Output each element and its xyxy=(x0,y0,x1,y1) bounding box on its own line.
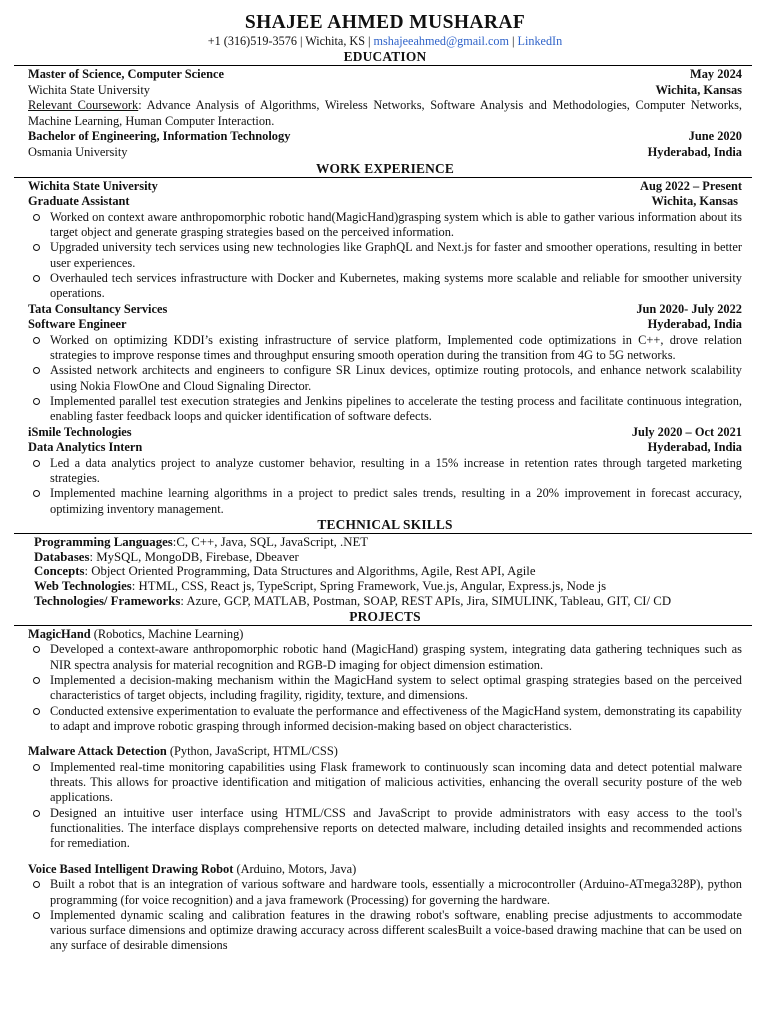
project-title-row xyxy=(28,627,742,643)
project-name: MagicHand xyxy=(28,626,91,641)
phone-location: +1 (316)519-3576 | Wichita, KS | xyxy=(207,34,374,48)
bullet-item: Designed an intuitive user interface using HTML/CSS and JavaScript to provide administrators with easy access to the tool's functionalities. The interface displays comprehensive reports on detected malware, including detailed insights and recommended actions for remediation. xyxy=(50,805,742,851)
school-row xyxy=(28,83,742,99)
project-spacer xyxy=(28,734,742,744)
skill-label: Technologies/ Frameworks xyxy=(34,594,181,609)
job-dates: Aug 2022 – Present xyxy=(640,178,742,193)
project-spacer xyxy=(28,852,742,862)
bullet-item: Implemented parallel test execution strategies and Jenkins pipelines to accelerate the testing process and facilitate continuous integration, enabling faster feedback loops and quicker identification of software defects. xyxy=(50,393,742,424)
linkedin-link[interactable]: LinkedIn xyxy=(517,34,563,48)
section-divider xyxy=(14,533,752,534)
job-location: Wichita, Kansas xyxy=(651,194,738,209)
section-divider xyxy=(14,65,752,66)
job-bullets xyxy=(28,210,742,302)
bullet-item: Built a robot that is an integration of various software and hardware tools, essentially a microcontroller (Arduino-ATmega328P), python programming (for voice recognition) and a java framework (Processing) for governing the hardware. xyxy=(50,877,742,907)
job-location: Hyderabad, India xyxy=(647,440,742,455)
skills-list xyxy=(28,535,742,609)
skill-value: :C, C++, Java, SQL, JavaScript, .NET xyxy=(172,534,369,549)
project-tech: (Arduino, Motors, Java) xyxy=(233,861,357,876)
bullet-item: Assisted network architects and engineers to configure SR Linux devices, optimize routing protocols, and enhance network scalability using Nokia FlowOne and Cloud Signaling Director. xyxy=(50,363,742,393)
skill-value: : HTML, CSS, React js, TypeScript, Spring Framework, Vue.js, Angular, Express.js, Node js xyxy=(131,579,607,594)
degree-row xyxy=(28,67,742,83)
project-bullets xyxy=(28,642,742,734)
job-company: Tata Consultancy Services xyxy=(28,301,168,316)
email-link[interactable]: mshajeeahmed@gmail.com xyxy=(373,34,509,48)
skill-value: : Object Oriented Programming, Data Structures and Algorithms, Agile, Rest API, Agile xyxy=(84,564,536,579)
projects-heading: PROJECTS xyxy=(349,608,421,624)
section-divider xyxy=(14,625,752,626)
bullet-item: Implemented a decision-making mechanism within the MagicHand system to select optimal grasping strategies based on the perceived characteristics of target objects, including fragility, rigidity, texture, and dimensions. xyxy=(50,673,742,703)
skill-row xyxy=(34,579,742,594)
job-role: Graduate Assistant xyxy=(28,194,130,209)
degree-row xyxy=(28,129,742,145)
contact-line xyxy=(28,34,742,49)
bullet-item: Upgraded university tech services using new technologies like GraphQL and Next.js for faster and smoother operations, resulting in better user experiences. xyxy=(50,240,742,270)
degree-date: May 2024 xyxy=(690,67,742,81)
bullet-item: Conducted extensive experimentation to evaluate the performance and effectiveness of the MagicHand system, demonstrating its capability to adapt and improve robotic grasping through informed decision-making based on object characteristics. xyxy=(50,703,742,733)
project-tech: (Robotics, Machine Learning) xyxy=(90,626,244,641)
coursework-list: : Advance Analysis of Algorithms, Wireless Networks, Software Analysis and Methodologies, Computer Networks, Machine Learning, Human Computer Interaction. xyxy=(28,98,742,128)
project-name: Malware Attack Detection xyxy=(28,744,167,759)
degree-title: Master of Science, Computer Science xyxy=(28,67,225,81)
bullet-item: Worked on optimizing KDDI’s existing infrastructure of service platform, Implemented code optimizations in C++, drove relation strategies to improve response times and throughput ensuring smooth operation during the transition from 4G to 5G networks. xyxy=(50,332,742,363)
contact-separator: | xyxy=(508,34,518,48)
school-name: Wichita State University xyxy=(28,82,151,97)
bullet-item: Implemented dynamic scaling and calibration features in the drawing robot's software, enabling precise adjustments to accommodate various surface dimensions and optimize drawing accuracy across different scalesBuilt a voice-based drawing machine that can be used on any surface of desirable dimensions xyxy=(50,907,742,953)
job-company: iSmile Technologies xyxy=(28,424,132,439)
candidate-name: SHAJEE AHMED MUSHARAF xyxy=(244,12,526,33)
job-location: Hyderabad, India xyxy=(647,317,742,332)
project-bullets xyxy=(28,877,742,953)
bullet-item: Led a data analytics project to analyze customer behavior, resulting in a 15% increase in retention rates through targeted marketing strategies. xyxy=(50,455,742,485)
coursework-label: Relevant Coursework xyxy=(28,98,139,113)
job-role-row xyxy=(28,194,742,210)
skill-row xyxy=(34,564,742,579)
education-heading: EDUCATION xyxy=(343,49,427,64)
job-bullets xyxy=(28,456,742,517)
skill-label: Databases xyxy=(34,549,90,564)
project-tech: (Python, JavaScript, HTML/CSS) xyxy=(166,744,338,759)
job-role: Data Analytics Intern xyxy=(28,440,143,455)
school-location: Wichita, Kansas xyxy=(655,82,742,97)
school-name: Osmania University xyxy=(28,144,128,159)
job-company-row xyxy=(28,179,742,195)
degree-title: Bachelor of Engineering, Information Technology xyxy=(28,129,291,144)
bullet-item: Developed a context-aware anthropomorphic robotic hand (MagicHand) grasping system, integrating data gathering techniques such as NIR spectra analysis for material recognition and RGB-D imaging for object dimension estimation. xyxy=(50,642,742,672)
skills-heading: TECHNICAL SKILLS xyxy=(317,516,453,532)
project-name: Voice Based Intelligent Drawing Robot xyxy=(28,861,234,876)
skill-label: Web Technologies xyxy=(34,579,132,594)
job-dates: Jun 2020- July 2022 xyxy=(636,301,742,316)
project-title-row xyxy=(28,862,742,878)
skill-row xyxy=(34,550,742,565)
job-role-row xyxy=(28,440,742,456)
section-divider xyxy=(14,177,752,178)
school-location: Hyderabad, India xyxy=(647,144,742,159)
skill-row xyxy=(34,594,742,609)
bullet-item: Overhauled tech services infrastructure with Docker and Kubernetes, making systems more scalable and reliable for smoother university operations. xyxy=(50,270,742,301)
job-bullets xyxy=(28,333,742,425)
skill-row xyxy=(34,535,742,550)
job-company-row xyxy=(28,425,742,441)
project-title-row xyxy=(28,744,742,760)
skill-value: : Azure, GCP, MATLAB, Postman, SOAP, REST APIs, Jira, SIMULINK, Tableau, GIT, CI/ CD xyxy=(180,594,672,609)
skill-value: : MySQL, MongoDB, Firebase, Dbeaver xyxy=(89,549,299,564)
skill-label: Programming Languages xyxy=(34,534,173,549)
bullet-item: Worked on context aware anthropomorphic robotic hand(MagicHand)grasping system which is able to gather various information about its target object and generate grasping strategies based on the perceived information. xyxy=(50,209,742,240)
bullet-item: Implemented machine learning algorithms in a project to predict sales trends, resulting in a 20% improvement in forecast accuracy, optimizing inventory management. xyxy=(50,486,742,516)
job-role: Software Engineer xyxy=(28,317,127,332)
school-row xyxy=(28,145,742,161)
skill-label: Concepts xyxy=(34,564,85,579)
coursework xyxy=(28,98,742,129)
work-heading: WORK EXPERIENCE xyxy=(315,160,455,176)
bullet-item: Implemented real-time monitoring capabilities using Flask framework to continuously scan incoming data and detect potential malware threats. This allows for proactive identification and mitigation of malicious activities, enhancing the overall security posture of the web applications. xyxy=(50,759,742,805)
project-bullets xyxy=(28,760,742,852)
job-company: Wichita State University xyxy=(28,178,158,193)
job-role-row xyxy=(28,317,742,333)
job-company-row xyxy=(28,302,742,318)
job-dates: July 2020 – Oct 2021 xyxy=(631,424,742,439)
degree-date: June 2020 xyxy=(688,129,742,144)
